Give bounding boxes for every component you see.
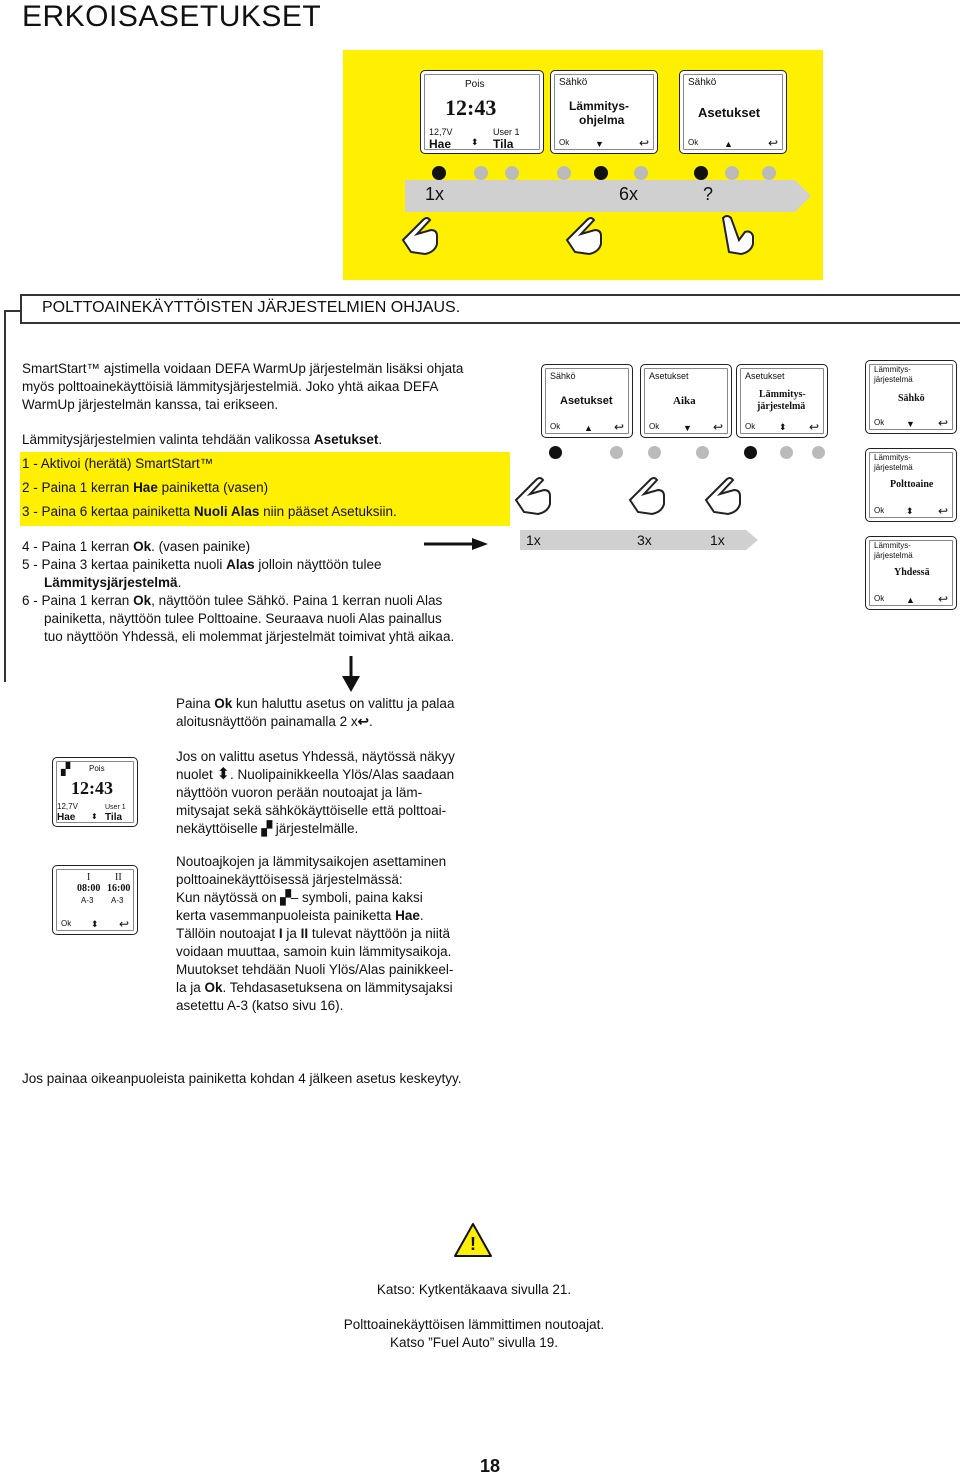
return-icon: ↩	[767, 136, 778, 150]
ok-line2-end: .	[368, 714, 373, 729]
display-header-line1: Lämmitys-	[874, 453, 911, 462]
pointing-hand-icon	[700, 470, 748, 518]
tila-label: Tila	[105, 812, 123, 823]
combined-line2	[176, 766, 454, 784]
display-header-line2: järjestelmä	[874, 375, 913, 384]
pointing-hand-icon	[397, 210, 445, 258]
ok-label: Ok	[649, 422, 660, 431]
selection-prefix: Lämmitysjärjestelmien valinta tehdään valikossa	[22, 432, 314, 447]
display-time	[640, 364, 732, 438]
button-dot	[549, 446, 562, 459]
display-pickup-times	[52, 865, 138, 935]
pickup-l4-prefix: kerta vasemmanpuoleista painiketta	[176, 908, 396, 923]
display-electric	[865, 360, 957, 434]
display-header: Sähkö	[550, 371, 576, 381]
user-label: User 1	[105, 804, 126, 811]
pickup-line7: Muutokset tehdään Nuoli Ylös/Alas painikkeel-	[176, 962, 454, 977]
ok-label: Ok	[688, 138, 699, 147]
selection-note	[22, 431, 382, 449]
pickup-time-2: 16:00	[107, 883, 131, 894]
step-4-suffix: . (vasen painike)	[151, 539, 251, 554]
tila-label: Tila	[493, 137, 514, 151]
display-header-line1: Lämmitys-	[874, 541, 911, 550]
display-heating-system	[736, 364, 828, 438]
fuel-pump-icon: ▞	[61, 762, 71, 776]
ok-label: Ok	[550, 422, 561, 431]
up-arrow-icon: ▲	[906, 595, 915, 605]
pickup-l4-suffix: .	[419, 908, 424, 923]
page-title: ERKOISASETUKSET	[22, 0, 322, 33]
pickup-l4-bold: Hae	[395, 908, 420, 923]
ok-bold: Ok	[214, 696, 233, 711]
step-6	[22, 592, 442, 610]
display-home	[420, 70, 544, 154]
mode-label: Pois	[465, 79, 485, 90]
section-bottom-rule	[20, 322, 960, 324]
step-2	[22, 479, 268, 497]
pointing-hand-icon	[561, 210, 609, 258]
clock-time: 12:43	[445, 95, 497, 120]
pickup-l8-prefix: la ja	[176, 980, 205, 995]
updown-arrow-icon: ⬍	[471, 137, 479, 147]
display-fuel	[865, 448, 957, 522]
display-header: Sähkö	[688, 77, 717, 88]
updown-arrow-icon: ⬍	[906, 506, 914, 516]
press-count-2: 3x	[637, 532, 652, 548]
press-count-1: 1x	[526, 532, 541, 548]
ok-label: Ok	[874, 594, 885, 603]
page-number: 18	[479, 1456, 501, 1476]
step-6-prefix: 6 - Paina 1 kerran	[22, 593, 134, 608]
return-icon: ↩	[808, 420, 819, 434]
combined-line3: näyttöön vuoron perään noutoajat ja läm-	[176, 785, 423, 800]
hae-label: Hae	[57, 812, 76, 823]
down-arrow-icon: ▼	[683, 423, 692, 433]
step-6-bold: Ok	[133, 593, 152, 608]
section-side-tick	[4, 310, 20, 312]
display-body-line1: Lämmitys-	[759, 389, 806, 400]
pickup-l5-prefix: Tällöin noutoajat	[176, 926, 279, 941]
combined-line1: Jos on valittu asetus Yhdessä, näytössä näkyy	[176, 749, 455, 764]
combined-line5	[176, 820, 358, 838]
combined-line2-rest: . Nuolipainikkeella Ylös/Alas saadaan	[229, 767, 455, 782]
intro-line: myös polttoainekäyttöisiä lämmitysjärjestelmiä. Joko yhtä aikaa DEFA	[22, 379, 439, 394]
return-icon: ↩	[613, 420, 624, 434]
pickup-col2-label: II	[115, 872, 122, 883]
combined-line4: mitysajat sekä sähkökäyttöiselle että polttoai-	[176, 803, 447, 818]
step-2-prefix: 2 - Paina 1 kerran	[22, 480, 134, 495]
step-4	[22, 538, 250, 556]
display-body-line2: järjestelmä	[757, 401, 806, 412]
up-arrow-icon: ▲	[724, 139, 733, 149]
display-body: Asetukset	[698, 105, 761, 120]
hae-label: Hae	[429, 137, 452, 151]
updown-arrow-icon: ⬍	[779, 422, 787, 432]
return-icon: ↩	[357, 714, 369, 729]
ok-paragraph-line1	[176, 695, 454, 713]
display-body: Polttoaine	[890, 479, 934, 490]
step-3-suffix: niin pääset Asetuksiin.	[259, 504, 397, 519]
heat-time-1: A-3	[81, 896, 94, 905]
intro-line: SmartStart™ ajstimella voidaan DEFA WarmUp järjestelmän lisäksi ohjata	[22, 361, 464, 376]
clock-time: 12:43	[71, 778, 113, 798]
section-left-rule	[20, 294, 22, 324]
button-dot	[780, 446, 793, 459]
step-5-bold: Alas	[226, 557, 255, 572]
return-icon: ↩	[937, 504, 948, 518]
press-count-1: 1x	[425, 184, 445, 204]
pickup-l8-suffix: . Tehdasasetuksena on lämmitysajaksi	[222, 980, 453, 995]
fuel-pump-icon: ▞	[280, 890, 291, 905]
combined-end: järjestelmälle.	[275, 821, 359, 836]
pickup-line2: polttoainekäyttöisessä järjestelmässä:	[176, 872, 403, 887]
ok-label: Ok	[745, 422, 756, 431]
press-count-2: 6x	[619, 184, 639, 204]
pickup-l5-mid: ja	[282, 926, 301, 941]
mode-label: Pois	[89, 764, 105, 773]
pickup-l3-prefix: Kun näytössä on	[176, 890, 277, 905]
display-heating-program	[550, 70, 658, 154]
voltage-readout: 12,7V	[57, 802, 78, 811]
down-arrow-icon	[338, 656, 364, 692]
voltage-readout: 12,7V	[429, 127, 453, 137]
down-arrow-icon: ▼	[906, 419, 915, 429]
updown-arrow-icon: ⬍	[216, 766, 230, 783]
step-6-line2: painiketta, näyttöön tulee Polttoaine. Seuraava nuoli Alas painallus	[44, 611, 442, 626]
display-header-line2: järjestelmä	[874, 551, 913, 560]
selection-bold: Asetukset	[313, 432, 379, 447]
ok-line2: aloitusnäyttöön painamalla 2 x	[176, 714, 358, 729]
press-count-3: ?	[703, 184, 714, 204]
button-dot	[696, 446, 709, 459]
pointing-hand-icon	[510, 470, 558, 518]
pickup-col1-label: I	[87, 872, 91, 883]
step-3-bold: Nuoli Alas	[193, 504, 260, 519]
display-settings	[679, 70, 787, 154]
button-dot	[648, 446, 661, 459]
ok-suffix: kun haluttu asetus on valittu ja palaa	[232, 696, 455, 711]
section-side-rule	[4, 310, 6, 682]
intro-line: WarmUp järjestelmän kanssa, tai erikseen.	[22, 397, 279, 412]
ok-label: Ok	[874, 506, 885, 515]
display-header-line2: järjestelmä	[874, 463, 913, 472]
combined-fuel-word: nekäyttöiselle	[176, 821, 258, 836]
return-icon: ↩	[118, 917, 129, 931]
pickup-line6: voidaan muuttaa, samoin kuin lämmitysaikoja.	[176, 944, 452, 959]
display-home-small	[52, 757, 138, 827]
step-2-suffix: painiketta (vasen)	[157, 480, 269, 495]
return-icon: ↩	[937, 592, 948, 606]
display-body-line1: Lämmitys-	[569, 99, 630, 113]
section-top-rule	[20, 294, 960, 296]
display-header: Asetukset	[649, 371, 689, 381]
press-count-3: 1x	[710, 532, 725, 548]
pickup-line3	[176, 889, 423, 907]
display-header-line1: Lämmitys-	[874, 365, 911, 374]
selection-suffix: .	[378, 432, 383, 447]
button-dot	[744, 446, 757, 459]
top-yellow-panel	[343, 50, 823, 280]
ok-label: Ok	[559, 138, 570, 147]
down-arrow-icon: ▼	[595, 139, 604, 149]
pickup-l3-suffix: – symboli, paina kaksi	[290, 890, 423, 905]
display-settings-entry	[541, 364, 633, 438]
step-5-prefix: 5 - Paina 3 kertaa painiketta nuoli	[22, 557, 227, 572]
pointing-hand-icon	[713, 210, 761, 258]
step-3-prefix: 3 - Paina 6 kertaa painiketta	[22, 504, 194, 519]
ok-paragraph-line2	[176, 713, 373, 731]
warning-line3: Katso ”Fuel Auto” sivulla 19.	[389, 1335, 559, 1350]
pickup-l5-b1: I	[278, 926, 283, 941]
display-header: Asetukset	[745, 371, 785, 381]
pickup-line8	[176, 979, 453, 997]
pickup-line9: asetettu A-3 (katso sivu 16).	[176, 998, 344, 1013]
display-body: Sähkö	[898, 393, 925, 404]
step-5-line2	[44, 574, 181, 592]
user-label: User 1	[493, 127, 520, 137]
step-4-prefix: 4 - Paina 1 kerran	[22, 539, 134, 554]
display-body-line2: ohjelma	[579, 113, 625, 127]
display-combined	[865, 536, 957, 610]
display-body: Asetukset	[560, 395, 613, 407]
combined-arrows-word: nuolet	[176, 767, 213, 782]
right-arrow-icon	[424, 536, 488, 552]
step-6-suffix: , näyttöön tulee Sähkö. Paina 1 kerran nuoli Alas	[151, 593, 443, 608]
pickup-l8-bold: Ok	[204, 980, 223, 995]
ok-prefix: Paina	[176, 696, 215, 711]
section-heading: POLTTOAINEKÄYTTÖISTEN JÄRJESTELMIEN OHJAUS.	[42, 299, 461, 316]
step-6-line3: tuo näyttöön Yhdessä, eli molemmat järjestelmät toimivat yhtä aikaa.	[44, 629, 455, 644]
ok-label: Ok	[874, 418, 885, 427]
button-dot	[610, 446, 623, 459]
updown-arrow-icon: ⬍	[91, 919, 99, 929]
fuel-pump-icon: ▞	[261, 821, 272, 836]
return-icon: ↩	[712, 420, 723, 434]
pickup-time-1: 08:00	[77, 883, 101, 894]
pickup-line5	[176, 925, 450, 943]
step-5-target: Lämmitysjärjestelmä	[44, 575, 178, 590]
cancel-note: Jos painaa oikeanpuoleista painiketta kohdan 4 jälkeen asetus keskeytyy.	[22, 1071, 462, 1086]
step-5	[22, 556, 382, 574]
updown-arrow-icon: ⬍	[91, 812, 98, 821]
pickup-line4	[176, 907, 424, 925]
button-dot	[812, 446, 825, 459]
pointing-hand-icon	[624, 470, 672, 518]
display-body: Aika	[673, 395, 696, 407]
ok-label: Ok	[61, 919, 72, 928]
step-2-bold: Hae	[133, 480, 158, 495]
pickup-l5-suffix: tulevat näyttöön ja niitä	[308, 926, 450, 941]
display-header: Sähkö	[559, 77, 588, 88]
warning-symbol: !	[470, 1234, 476, 1254]
warning-line2: Polttoainekäyttöisen lämmittimen noutoajat.	[343, 1317, 605, 1332]
warning-line1: Katso: Kytkentäkaava sivulla 21.	[376, 1282, 572, 1297]
return-icon: ↩	[937, 416, 948, 430]
step-3	[22, 503, 397, 521]
step-5-suffix: jolloin näyttöön tulee	[254, 557, 382, 572]
pickup-line1: Noutoajkojen ja lämmitysaikojen asettaminen	[176, 854, 447, 869]
step-4-bold: Ok	[133, 539, 152, 554]
pickup-l5-b2: II	[300, 926, 309, 941]
return-icon: ↩	[638, 136, 649, 150]
up-arrow-icon: ▲	[584, 423, 593, 433]
step-1: 1 - Aktivoi (herätä) SmartStart™	[22, 456, 214, 471]
step-5-end: .	[177, 575, 182, 590]
display-body: Yhdessä	[894, 567, 930, 578]
heat-time-2: A-3	[111, 896, 124, 905]
